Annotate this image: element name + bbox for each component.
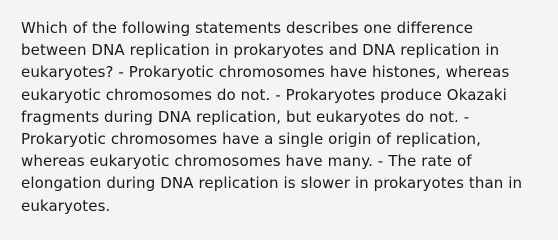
question-text: Which of the following statements describes one difference between DNA replication in prokaryotes and DNA replication in eukaryotes? - Prokaryotic chromosomes have histones, whereas eukaryotic chromosomes do not. - Prokaryotes produce Okazaki fragments during DNA replication, but eukaryotes do not. - Prokaryotic chromosomes have a single origin of replication, whereas eukaryotic chromosomes have many. - The rate of elongation during DNA replication is slower in prokaryotes than in eukaryotes. <box>21 19 523 215</box>
